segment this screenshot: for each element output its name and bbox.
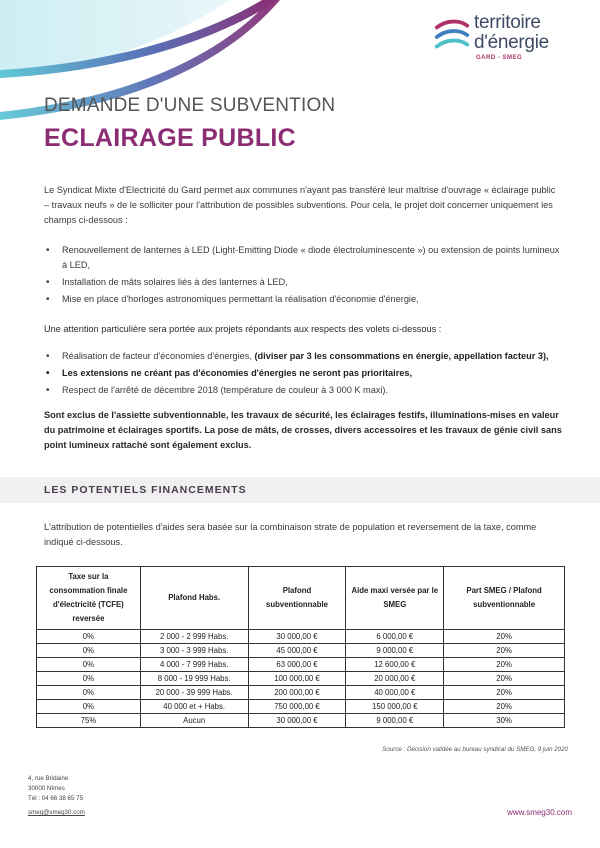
priority-list: [44, 349, 564, 400]
exclusions-paragraph: Sont exclus de l'assiette subventionnable, les travaux de sécurité, les éclairages festifs, illuminations-mises en valeur du patrimoine et éclairages sportifs. La pose de mâts, de crosses, divers accessoires et les travaux de génie civil sans point lumineux rattaché sont également exclus.: [44, 410, 562, 450]
logo-text-line1: territoire: [474, 12, 541, 33]
column-header: Part SMEG / Plafond subventionnable: [444, 567, 565, 630]
table-cell: 3 000 - 3 999 Habs.: [140, 644, 248, 658]
table-cell: 30 000,00 €: [248, 714, 346, 728]
table-row: [37, 714, 565, 728]
list-item-text: Réalisation de facteur d'économies d'énergies,: [62, 351, 255, 361]
table-cell: 20%: [444, 700, 565, 714]
page-title-line1: DEMANDE D'UNE SUBVENTION: [44, 95, 336, 116]
table-cell: 75%: [37, 714, 141, 728]
table-row: [37, 686, 565, 700]
source-note: Source : Décision validée au bureau syndical du SMEG, 9 juin 2020: [382, 746, 568, 753]
table-cell: 750 000,00 €: [248, 700, 346, 714]
column-header: Taxe sur la consommation finale d'électricité (TCFE) reversée: [37, 567, 141, 630]
table-cell: 30%: [444, 714, 565, 728]
priority-intro: Une attention particulière sera portée aux projets répondants aux respects des volets ci-dessous :: [44, 324, 442, 334]
table-cell: 100 000,00 €: [248, 672, 346, 686]
table-row: [37, 672, 565, 686]
table-row: [37, 658, 565, 672]
logo-subtitle: GARD - SMEG: [476, 55, 523, 61]
table-cell: 20%: [444, 672, 565, 686]
territoire-energie-logo-icon: [433, 18, 471, 56]
table-cell: 12 600,00 €: [346, 658, 444, 672]
table-cell: 0%: [37, 700, 141, 714]
list-item: • Les extensions ne créant pas d'économies d'énergies ne seront pas prioritaires,: [44, 366, 564, 381]
eligible-works-list: [44, 243, 564, 309]
financing-table: [36, 566, 565, 728]
table-cell: 45 000,00 €: [248, 644, 346, 658]
table-cell: 40 000 et + Habs.: [140, 700, 248, 714]
column-header: Plafond Habs.: [140, 567, 248, 630]
table-cell: 30 000,00 €: [248, 630, 346, 644]
column-header: Plafond subventionnable: [248, 567, 346, 630]
table-cell: 9 000,00 €: [346, 644, 444, 658]
table-cell: 4 000 - 7 999 Habs.: [140, 658, 248, 672]
table-cell: 20 000 - 39 999 Habs.: [140, 686, 248, 700]
table-cell: 20%: [444, 644, 565, 658]
table-cell: Aucun: [140, 714, 248, 728]
table-cell: 20 000,00 €: [346, 672, 444, 686]
list-item: • Installation de mâts solaires liés à des lanternes à LED,: [44, 275, 564, 290]
table-cell: 150 000,00 €: [346, 700, 444, 714]
table-cell: 20%: [444, 630, 565, 644]
address-block: [28, 774, 85, 818]
table-cell: 9 000,00 €: [346, 714, 444, 728]
column-header: Aide maxi versée par le SMEG: [346, 567, 444, 630]
table-cell: 200 000,00 €: [248, 686, 346, 700]
address-phone: Tél : 04 66 38 65 75: [28, 795, 84, 802]
address-city: 30000 Nîmes: [28, 785, 65, 792]
table-cell: 0%: [37, 630, 141, 644]
section-title: LES POTENTIELS FINANCEMENTS: [44, 484, 247, 496]
table-cell: 0%: [37, 672, 141, 686]
table-cell: 20%: [444, 686, 565, 700]
table-row: [37, 700, 565, 714]
table-cell: 2 000 - 2 999 Habs.: [140, 630, 248, 644]
financing-paragraph: L'attribution de potentielles d'aides sera basée sur la combinaison strate de population et reversement de la taxe, comme indiqué ci-dessous.: [44, 522, 537, 547]
table-cell: 0%: [37, 658, 141, 672]
table-cell: 6 000,00 €: [346, 630, 444, 644]
list-item: • Mise en place d'horloges astronomiques permettant la réalisation d'économie d'énergie,: [44, 292, 564, 307]
table-cell: 8 000 - 19 999 Habs.: [140, 672, 248, 686]
intro-paragraph: Le Syndicat Mixte d'Electricité du Gard permet aux communes n'ayant pas transféré leur maîtrise d'ouvrage « éclairage public – travaux neufs » de le solliciter pour l'attribution de possibles subventions. Pour cela, le projet doit concerner uniquement les champs ci-dessous :: [44, 185, 556, 225]
table-row: [37, 630, 565, 644]
page-title-line2: ECLAIRAGE PUBLIC: [44, 124, 297, 152]
list-item: • Renouvellement de lanternes à LED (Light-Emitting Diode « diode électroluminescente ») ou extension de points lumineux à LED,: [44, 243, 564, 273]
address-street: 4, rue Bridaine: [28, 775, 69, 782]
table-header-row: [37, 567, 565, 630]
website-link[interactable]: www.smeg30.com: [507, 808, 572, 817]
table-cell: 0%: [37, 644, 141, 658]
list-item-emphasis: (diviser par 3 les consommations en énergie, appellation facteur 3),: [254, 351, 549, 361]
table-row: [37, 644, 565, 658]
email-link[interactable]: smeg@smeg30.com: [28, 809, 85, 816]
table-cell: 40 000,00 €: [346, 686, 444, 700]
list-item: [44, 349, 564, 364]
list-item: • Respect de l'arrêté de décembre 2018 (température de couleur à 3 000 K maxi).: [44, 383, 564, 398]
table-cell: 20%: [444, 658, 565, 672]
table-cell: 0%: [37, 686, 141, 700]
table-cell: 63 000,00 €: [248, 658, 346, 672]
logo-text-line2: d'énergie: [474, 32, 549, 53]
